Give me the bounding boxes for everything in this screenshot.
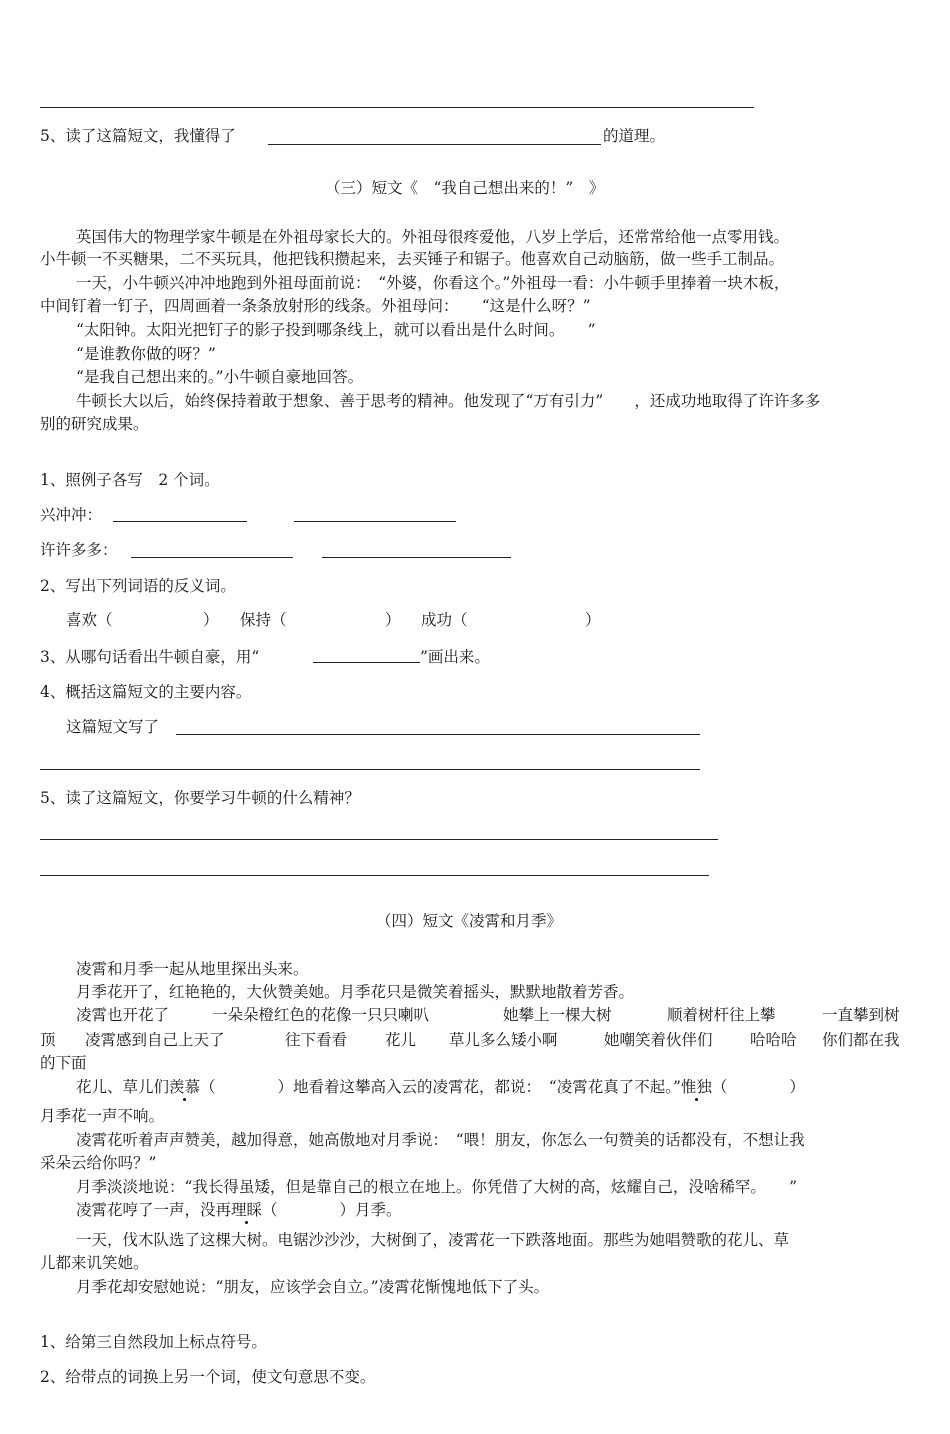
passage-text: （ ） bbox=[711, 1078, 805, 1096]
answer-line[interactable] bbox=[40, 875, 709, 876]
antonym-close: ） bbox=[585, 611, 601, 629]
question-5: 5、读了这篇短文，你要学习牛顿的什么精神？ bbox=[40, 789, 360, 807]
passage-line: 牛顿长大以后，始终保持着敢于想象、善于思考的精神。他发现了“万有引力” ，还成功地取得了许许多多 bbox=[76, 392, 821, 410]
passage-line: 小牛顿一不买糖果，二不买玩具，他把钱积攒起来，去买锤子和锯子。他喜欢自己动脑筋，做一些手工制品。 bbox=[40, 250, 785, 268]
question-1-label-b: 许许多多： bbox=[40, 541, 118, 559]
passage-line: 儿都来讥笑她。 bbox=[40, 1254, 149, 1272]
passage-line bbox=[76, 1200, 402, 1220]
answer-blank[interactable] bbox=[131, 557, 293, 558]
answer-blank[interactable] bbox=[313, 662, 420, 663]
answer-blank[interactable] bbox=[322, 557, 511, 558]
passage-line: 月季花开了，红艳艳的，大伙赞美她。月季花只是微笑着摇头，默默地散着芳香。 bbox=[76, 983, 635, 1001]
antonym-close: ） bbox=[385, 611, 401, 629]
answer-line[interactable] bbox=[176, 734, 700, 735]
passage-line: 一天，小牛顿兴冲冲地跑到外祖母面前说： “外婆，你看这个。”外祖母一看：小牛顿手里捧着一块木板， bbox=[76, 274, 790, 292]
question-5 bbox=[40, 126, 236, 146]
passage-text: （ ）月季。 bbox=[262, 1201, 402, 1219]
passage-fragment: 草儿多么矮小啊 bbox=[449, 1031, 558, 1049]
passage-line: “是我自己想出来的。”小牛顿自豪地回答。 bbox=[76, 368, 364, 386]
passage-fragment: 花儿 bbox=[385, 1031, 417, 1049]
passage-line: 英国伟大的物理学家牛顿是在外祖母家长大的。外祖母很疼爱他，八岁上学后，还常常给他一点零用钱。 bbox=[76, 228, 790, 246]
passage-line: 采朵云给你吗？” bbox=[40, 1154, 157, 1172]
passage-fragment: 她攀上一棵大树 bbox=[503, 1006, 612, 1024]
passage-line bbox=[76, 1077, 805, 1097]
question-text: 5、读了这篇短文，我懂得了 bbox=[40, 127, 236, 145]
question-5-suffix: 的道理。 bbox=[603, 127, 666, 145]
passage-line: 月季花却安慰她说：“朋友，应该学会自立。”凌霄花惭愧地低下了头。 bbox=[76, 1278, 550, 1296]
passage-line: “是谁教你做的呀？” bbox=[76, 345, 216, 363]
question-3: 3、从哪句话看出牛顿自豪，用“ bbox=[40, 648, 260, 666]
antonym-close: ） bbox=[203, 611, 219, 629]
passage-fragment: 凌霄也开花了 bbox=[76, 1006, 170, 1024]
passage-fragment: 哈哈哈 bbox=[750, 1031, 797, 1049]
answer-line[interactable] bbox=[40, 839, 718, 840]
question-3-suffix: ”画出来。 bbox=[420, 648, 490, 666]
antonym-item: 喜欢（ bbox=[66, 611, 113, 629]
passage-fragment: 顶 bbox=[40, 1031, 56, 1049]
answer-blank[interactable] bbox=[113, 521, 247, 522]
passage-line: “太阳钟。太阳光把钉子的影子投到哪条线上，就可以看出是什么时间。 ” bbox=[76, 321, 596, 339]
passage-line: 中间钉着一钉子，四周画着一条条放射形的线条。外祖母问： “这是什么呀？” bbox=[40, 297, 591, 315]
dotted-word: 理睬 bbox=[231, 1201, 263, 1219]
antonym-item: 保持（ bbox=[240, 611, 287, 629]
answer-blank[interactable] bbox=[294, 521, 456, 522]
question-1: 1、照例子各写 2 个词。 bbox=[40, 471, 220, 489]
passage-fragment: 你们都在我 bbox=[822, 1031, 900, 1049]
dotted-word: 惟独 bbox=[680, 1078, 712, 1096]
passage-fragment: 一朵朵橙红色的花像一只只喇叭 bbox=[212, 1006, 430, 1024]
passage-text: 花儿、草儿们 bbox=[76, 1078, 170, 1096]
passage-line: 月季淡淡地说：“我长得虽矮，但是靠自己的根立在地上。你凭借了大树的高，炫耀自己，没啥稀罕。 ” bbox=[76, 1178, 798, 1196]
section-title: （三）短文《 “我自己想出来的！” 》 bbox=[325, 179, 605, 197]
question-1-label-a: 兴冲冲： bbox=[40, 506, 103, 524]
answer-line[interactable] bbox=[40, 769, 700, 770]
passage-fragment: 顺着树杆往上攀 bbox=[667, 1006, 776, 1024]
answer-line[interactable] bbox=[40, 107, 754, 108]
dotted-word: 羡慕 bbox=[169, 1078, 201, 1096]
passage-text: 凌霄花哼了一声，没再 bbox=[76, 1201, 232, 1219]
passage-text: （ ）地看着这攀高入云的凌霄花，都说： “凌霄花真了不起。” bbox=[200, 1078, 681, 1096]
passage-fragment: 她嘲笑着伙伴们 bbox=[604, 1031, 713, 1049]
passage-line: 一天，伐木队选了这棵大树。电锯沙沙沙，大树倒了，凌霄花一下跌落地面。那些为她唱赞歌的花儿、草 bbox=[76, 1231, 790, 1249]
answer-blank[interactable] bbox=[268, 144, 601, 145]
passage-line: 凌霄花听着声声赞美，越加得意，她高傲地对月季说： “喂！朋友，你怎么一句赞美的话都没有，不想让我 bbox=[76, 1131, 805, 1149]
passage-fragment: 凌霄感到自己上天了 bbox=[85, 1031, 225, 1049]
question-4: 4、概括这篇短文的主要内容。 bbox=[40, 683, 252, 701]
section-title: （四）短文《凌霄和月季》 bbox=[376, 912, 563, 930]
question-2: 2、写出下列词语的反义词。 bbox=[40, 577, 236, 595]
question-4-lead: 这篇短文写了 bbox=[66, 718, 160, 736]
passage-line: 凌霄和月季一起从地里探出头来。 bbox=[76, 960, 309, 978]
passage-line: 月季花一声不响。 bbox=[40, 1107, 165, 1125]
passage-fragment: 一直攀到树 bbox=[822, 1006, 900, 1024]
passage-fragment: 往下看看 bbox=[285, 1031, 348, 1049]
question-2: 2、给带点的词换上另一个词，使文句意思不变。 bbox=[40, 1368, 376, 1386]
passage-line: 别的研究成果。 bbox=[40, 415, 149, 433]
passage-line: 的下面 bbox=[40, 1054, 87, 1072]
antonym-item: 成功（ bbox=[421, 611, 468, 629]
question-1: 1、给第三自然段加上标点符号。 bbox=[40, 1333, 267, 1351]
